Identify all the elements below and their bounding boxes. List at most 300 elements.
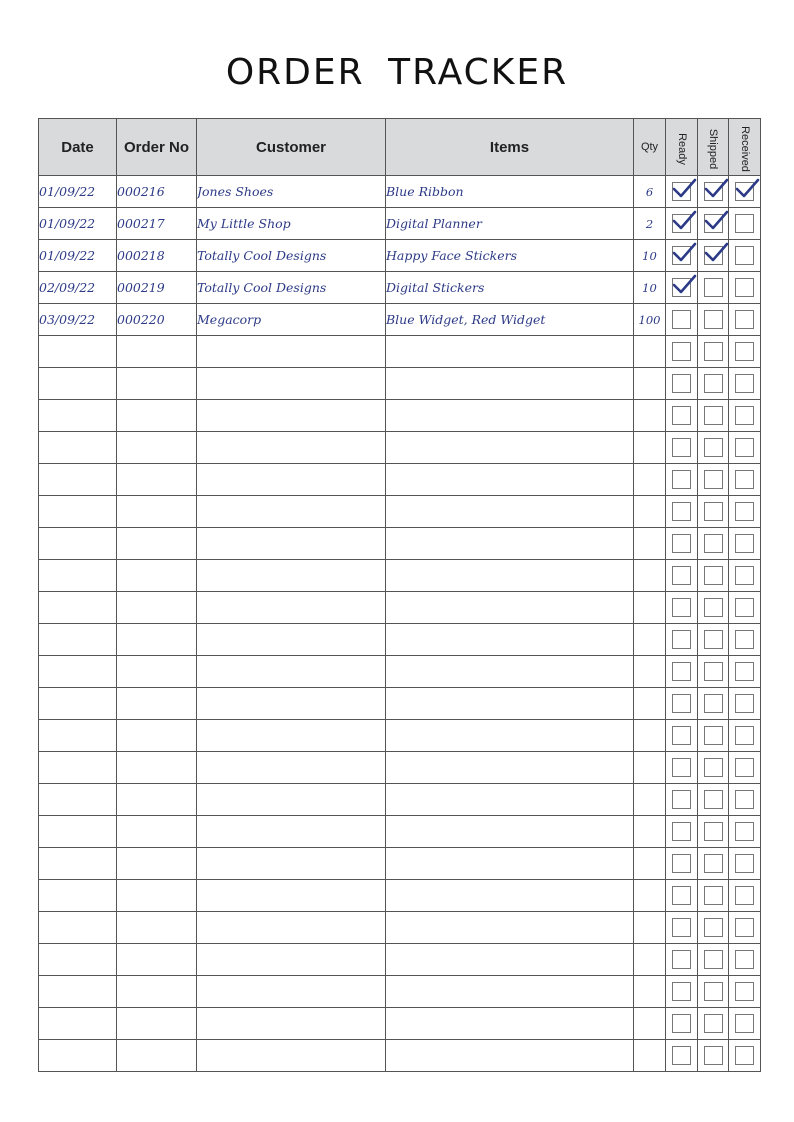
received-cell	[729, 272, 761, 304]
ready-checkbox[interactable]	[672, 342, 691, 361]
order-no-cell[interactable]: 000219	[117, 272, 197, 304]
customer-cell[interactable]	[197, 752, 386, 784]
ready-checkbox[interactable]	[672, 726, 691, 745]
qty-header: Qty	[634, 119, 666, 176]
received-cell	[729, 304, 761, 336]
ready-checkbox[interactable]	[672, 246, 691, 265]
date-cell[interactable]: 01/09/22	[39, 240, 117, 272]
customer-cell[interactable]	[197, 848, 386, 880]
qty-cell[interactable]	[634, 976, 666, 1008]
ready-checkbox[interactable]	[672, 470, 691, 489]
order-no-cell[interactable]	[117, 912, 197, 944]
items-cell[interactable]: Digital Stickers	[386, 272, 634, 304]
order-no-cell[interactable]	[117, 400, 197, 432]
shipped-checkbox[interactable]	[704, 342, 723, 361]
customer-cell[interactable]	[197, 944, 386, 976]
items-cell[interactable]	[386, 688, 634, 720]
ready-checkbox[interactable]	[672, 598, 691, 617]
customer-cell[interactable]	[197, 688, 386, 720]
ready-cell	[666, 752, 698, 784]
received-checkbox[interactable]	[735, 950, 754, 969]
ready-checkbox[interactable]	[672, 918, 691, 937]
shipped-cell	[698, 816, 729, 848]
date-cell[interactable]	[39, 720, 117, 752]
customer-cell[interactable]	[197, 816, 386, 848]
ready-cell	[666, 816, 698, 848]
date-cell[interactable]	[39, 784, 117, 816]
ready-checkbox[interactable]	[672, 406, 691, 425]
customer-cell[interactable]	[197, 656, 386, 688]
qty-cell[interactable]	[634, 624, 666, 656]
shipped-checkbox[interactable]	[704, 534, 723, 553]
received-checkbox[interactable]	[735, 342, 754, 361]
customer-cell[interactable]: Totally Cool Designs	[197, 272, 386, 304]
qty-cell[interactable]	[634, 496, 666, 528]
order-no-cell[interactable]: 000218	[117, 240, 197, 272]
items-cell[interactable]: Happy Face Stickers	[386, 240, 634, 272]
ready-cell	[666, 208, 698, 240]
customer-cell[interactable]: My Little Shop	[197, 208, 386, 240]
received-checkbox[interactable]	[735, 598, 754, 617]
ready-checkbox[interactable]	[672, 950, 691, 969]
shipped-cell	[698, 848, 729, 880]
qty-cell[interactable]	[634, 816, 666, 848]
received-checkbox[interactable]	[735, 918, 754, 937]
ready-cell	[666, 976, 698, 1008]
qty-cell[interactable]	[634, 688, 666, 720]
date-header: Date	[39, 119, 117, 176]
qty-cell[interactable]	[634, 848, 666, 880]
order-no-cell[interactable]	[117, 720, 197, 752]
customer-cell[interactable]	[197, 528, 386, 560]
shipped-cell	[698, 400, 729, 432]
qty-cell[interactable]	[634, 560, 666, 592]
order-no-cell[interactable]	[117, 1008, 197, 1040]
shipped-cell	[698, 432, 729, 464]
received-checkbox[interactable]	[735, 662, 754, 681]
ready-checkbox[interactable]	[672, 278, 691, 297]
received-checkbox[interactable]	[735, 1014, 754, 1033]
order-no-cell[interactable]	[117, 528, 197, 560]
order-no-cell[interactable]	[117, 656, 197, 688]
order-no-cell[interactable]	[117, 432, 197, 464]
ready-header	[666, 119, 698, 176]
items-cell[interactable]	[386, 880, 634, 912]
shipped-cell	[698, 592, 729, 624]
shipped-cell	[698, 272, 729, 304]
received-checkbox[interactable]	[735, 790, 754, 809]
customer-cell[interactable]: Jones Shoes	[197, 176, 386, 208]
ready-cell	[666, 1040, 698, 1072]
received-cell	[729, 336, 761, 368]
qty-cell[interactable]	[634, 720, 666, 752]
date-cell[interactable]	[39, 592, 117, 624]
empty-table-row	[39, 336, 761, 368]
shipped-cell	[698, 176, 729, 208]
customer-cell[interactable]	[197, 912, 386, 944]
empty-table-row	[39, 400, 761, 432]
received-checkbox[interactable]	[735, 982, 754, 1001]
ready-cell	[666, 400, 698, 432]
shipped-checkbox[interactable]	[704, 886, 723, 905]
order-no-cell[interactable]	[117, 976, 197, 1008]
received-cell	[729, 624, 761, 656]
order-no-cell[interactable]	[117, 816, 197, 848]
shipped-checkbox[interactable]	[704, 822, 723, 841]
received-checkbox[interactable]	[735, 182, 754, 201]
order-no-cell[interactable]	[117, 880, 197, 912]
date-cell[interactable]	[39, 528, 117, 560]
received-checkbox[interactable]	[735, 566, 754, 585]
date-cell[interactable]	[39, 368, 117, 400]
customer-cell[interactable]: Totally Cool Designs	[197, 240, 386, 272]
date-cell[interactable]: 01/09/22	[39, 176, 117, 208]
items-cell[interactable]	[386, 816, 634, 848]
date-cell[interactable]	[39, 336, 117, 368]
items-cell[interactable]	[386, 624, 634, 656]
date-cell[interactable]	[39, 464, 117, 496]
qty-cell[interactable]	[634, 944, 666, 976]
shipped-cell	[698, 688, 729, 720]
ready-checkbox[interactable]	[672, 1046, 691, 1065]
qty-cell[interactable]	[634, 1008, 666, 1040]
shipped-header-label: Shipped	[707, 128, 719, 170]
date-cell[interactable]	[39, 688, 117, 720]
shipped-checkbox[interactable]	[704, 950, 723, 969]
customer-cell[interactable]	[197, 464, 386, 496]
items-cell[interactable]	[386, 912, 634, 944]
items-cell[interactable]	[386, 1008, 634, 1040]
ready-checkbox[interactable]	[672, 822, 691, 841]
received-checkbox[interactable]	[735, 470, 754, 489]
received-checkbox[interactable]	[735, 1046, 754, 1065]
table-row	[39, 176, 761, 208]
empty-table-row	[39, 784, 761, 816]
shipped-checkbox[interactable]	[704, 502, 723, 521]
items-cell[interactable]	[386, 496, 634, 528]
order-no-cell[interactable]	[117, 592, 197, 624]
date-cell[interactable]	[39, 848, 117, 880]
qty-cell[interactable]	[634, 464, 666, 496]
received-cell	[729, 720, 761, 752]
shipped-checkbox[interactable]	[704, 278, 723, 297]
received-cell	[729, 944, 761, 976]
received-cell	[729, 784, 761, 816]
order-no-cell[interactable]	[117, 464, 197, 496]
date-cell[interactable]: 02/09/22	[39, 272, 117, 304]
order-no-cell[interactable]: 000216	[117, 176, 197, 208]
ready-cell	[666, 464, 698, 496]
order-no-cell[interactable]	[117, 848, 197, 880]
ready-checkbox[interactable]	[672, 694, 691, 713]
customer-cell[interactable]	[197, 368, 386, 400]
ready-checkbox[interactable]	[672, 662, 691, 681]
items-cell[interactable]	[386, 336, 634, 368]
date-cell[interactable]	[39, 816, 117, 848]
shipped-cell	[698, 720, 729, 752]
customer-cell[interactable]	[197, 784, 386, 816]
empty-table-row	[39, 816, 761, 848]
order-no-cell[interactable]	[117, 784, 197, 816]
order-no-cell[interactable]	[117, 752, 197, 784]
customer-cell[interactable]	[197, 496, 386, 528]
qty-cell[interactable]	[634, 528, 666, 560]
date-cell[interactable]	[39, 944, 117, 976]
customer-cell[interactable]	[197, 400, 386, 432]
ready-checkbox[interactable]	[672, 534, 691, 553]
date-cell[interactable]	[39, 1008, 117, 1040]
received-cell	[729, 560, 761, 592]
ready-cell	[666, 304, 698, 336]
customer-cell[interactable]	[197, 880, 386, 912]
items-cell[interactable]	[386, 944, 634, 976]
received-checkbox[interactable]	[735, 694, 754, 713]
qty-cell[interactable]	[634, 912, 666, 944]
ready-checkbox[interactable]	[672, 310, 691, 329]
shipped-checkbox[interactable]	[704, 1046, 723, 1065]
shipped-checkbox[interactable]	[704, 694, 723, 713]
date-cell[interactable]	[39, 624, 117, 656]
qty-cell[interactable]	[634, 592, 666, 624]
ready-checkbox[interactable]	[672, 630, 691, 649]
items-cell[interactable]: Digital Planner	[386, 208, 634, 240]
ready-cell	[666, 528, 698, 560]
shipped-checkbox[interactable]	[704, 598, 723, 617]
items-cell[interactable]	[386, 848, 634, 880]
empty-table-row	[39, 624, 761, 656]
received-header-label: Received	[738, 126, 751, 172]
shipped-cell	[698, 368, 729, 400]
items-cell[interactable]	[386, 720, 634, 752]
shipped-checkbox[interactable]	[704, 310, 723, 329]
ready-cell	[666, 592, 698, 624]
ready-cell	[666, 272, 698, 304]
date-cell[interactable]	[39, 560, 117, 592]
customer-cell[interactable]	[197, 336, 386, 368]
ready-checkbox[interactable]	[672, 374, 691, 393]
order-no-cell[interactable]: 000220	[117, 304, 197, 336]
customer-cell[interactable]	[197, 624, 386, 656]
date-cell[interactable]: 03/09/22	[39, 304, 117, 336]
date-cell[interactable]	[39, 752, 117, 784]
customer-cell[interactable]	[197, 720, 386, 752]
items-cell[interactable]	[386, 464, 634, 496]
shipped-cell	[698, 304, 729, 336]
ready-checkbox[interactable]	[672, 502, 691, 521]
empty-table-row	[39, 976, 761, 1008]
empty-table-row	[39, 656, 761, 688]
received-checkbox[interactable]	[735, 758, 754, 777]
empty-table-row	[39, 720, 761, 752]
shipped-cell	[698, 752, 729, 784]
customer-cell[interactable]	[197, 976, 386, 1008]
received-header	[729, 119, 761, 176]
received-checkbox[interactable]	[735, 502, 754, 521]
items-cell[interactable]	[386, 432, 634, 464]
order-no-cell[interactable]	[117, 944, 197, 976]
shipped-cell	[698, 912, 729, 944]
customer-cell[interactable]	[197, 432, 386, 464]
date-cell[interactable]	[39, 976, 117, 1008]
shipped-cell	[698, 464, 729, 496]
order-no-cell[interactable]	[117, 688, 197, 720]
shipped-cell	[698, 560, 729, 592]
items-cell[interactable]: Blue Ribbon	[386, 176, 634, 208]
shipped-checkbox[interactable]	[704, 470, 723, 489]
received-checkbox[interactable]	[735, 854, 754, 873]
date-cell[interactable]	[39, 880, 117, 912]
date-cell[interactable]	[39, 400, 117, 432]
ready-cell	[666, 176, 698, 208]
order-no-cell[interactable]	[117, 560, 197, 592]
shipped-cell	[698, 624, 729, 656]
received-checkbox[interactable]	[735, 822, 754, 841]
ready-checkbox[interactable]	[672, 758, 691, 777]
ready-cell	[666, 912, 698, 944]
items-cell[interactable]	[386, 368, 634, 400]
items-cell[interactable]	[386, 528, 634, 560]
ready-checkbox[interactable]	[672, 790, 691, 809]
ready-checkbox[interactable]	[672, 182, 691, 201]
received-checkbox[interactable]	[735, 630, 754, 649]
date-cell[interactable]: 01/09/22	[39, 208, 117, 240]
shipped-checkbox[interactable]	[704, 982, 723, 1001]
received-checkbox[interactable]	[735, 886, 754, 905]
customer-cell[interactable]	[197, 1008, 386, 1040]
received-cell	[729, 240, 761, 272]
shipped-checkbox[interactable]	[704, 438, 723, 457]
order-no-cell[interactable]	[117, 1040, 197, 1072]
customer-cell[interactable]	[197, 560, 386, 592]
empty-table-row	[39, 944, 761, 976]
customer-cell[interactable]	[197, 1040, 386, 1072]
shipped-checkbox[interactable]	[704, 374, 723, 393]
customer-cell[interactable]: Megacorp	[197, 304, 386, 336]
shipped-checkbox[interactable]	[704, 1014, 723, 1033]
qty-cell[interactable]: 6	[634, 176, 666, 208]
items-cell[interactable]	[386, 784, 634, 816]
received-checkbox[interactable]	[735, 726, 754, 745]
ready-checkbox[interactable]	[672, 214, 691, 233]
order-no-cell[interactable]	[117, 368, 197, 400]
received-cell	[729, 176, 761, 208]
table-body	[39, 176, 761, 1072]
shipped-checkbox[interactable]	[704, 662, 723, 681]
items-cell[interactable]	[386, 1040, 634, 1072]
received-checkbox[interactable]	[735, 438, 754, 457]
empty-table-row	[39, 848, 761, 880]
items-cell[interactable]	[386, 656, 634, 688]
checkmark-icon	[671, 177, 697, 201]
received-checkbox[interactable]	[735, 406, 754, 425]
shipped-checkbox[interactable]	[704, 214, 723, 233]
qty-cell[interactable]: 2	[634, 208, 666, 240]
shipped-checkbox[interactable]	[704, 246, 723, 265]
received-checkbox[interactable]	[735, 214, 754, 233]
ready-checkbox[interactable]	[672, 854, 691, 873]
date-cell[interactable]	[39, 432, 117, 464]
ready-checkbox[interactable]	[672, 438, 691, 457]
ready-cell	[666, 432, 698, 464]
empty-table-row	[39, 912, 761, 944]
ready-checkbox[interactable]	[672, 886, 691, 905]
qty-cell[interactable]: 10	[634, 240, 666, 272]
customer-cell[interactable]	[197, 592, 386, 624]
qty-cell[interactable]	[634, 432, 666, 464]
checkmark-icon	[703, 177, 729, 201]
qty-cell[interactable]	[634, 880, 666, 912]
items-cell[interactable]	[386, 560, 634, 592]
shipped-cell	[698, 240, 729, 272]
items-cell[interactable]	[386, 976, 634, 1008]
qty-cell[interactable]	[634, 784, 666, 816]
received-checkbox[interactable]	[735, 534, 754, 553]
qty-cell[interactable]	[634, 656, 666, 688]
received-checkbox[interactable]	[735, 310, 754, 329]
received-cell	[729, 912, 761, 944]
shipped-checkbox[interactable]	[704, 182, 723, 201]
ready-checkbox[interactable]	[672, 566, 691, 585]
qty-cell[interactable]: 100	[634, 304, 666, 336]
items-cell[interactable]	[386, 752, 634, 784]
order-tracker-table	[38, 118, 761, 1072]
order-no-cell[interactable]	[117, 336, 197, 368]
table-row	[39, 240, 761, 272]
qty-cell[interactable]: 10	[634, 272, 666, 304]
date-cell[interactable]	[39, 496, 117, 528]
qty-cell[interactable]	[634, 400, 666, 432]
shipped-checkbox[interactable]	[704, 758, 723, 777]
received-cell	[729, 752, 761, 784]
order-no-cell[interactable]: 000217	[117, 208, 197, 240]
received-cell	[729, 688, 761, 720]
empty-table-row	[39, 1040, 761, 1072]
received-checkbox[interactable]	[735, 278, 754, 297]
ready-cell	[666, 240, 698, 272]
shipped-checkbox[interactable]	[704, 790, 723, 809]
qty-cell[interactable]	[634, 368, 666, 400]
empty-table-row	[39, 368, 761, 400]
received-checkbox[interactable]	[735, 246, 754, 265]
ready-checkbox[interactable]	[672, 982, 691, 1001]
shipped-cell	[698, 496, 729, 528]
received-cell	[729, 208, 761, 240]
checkmark-icon	[703, 209, 729, 233]
shipped-checkbox[interactable]	[704, 566, 723, 585]
qty-cell[interactable]	[634, 1040, 666, 1072]
order-no-cell[interactable]	[117, 496, 197, 528]
shipped-checkbox[interactable]	[704, 406, 723, 425]
shipped-checkbox[interactable]	[704, 726, 723, 745]
qty-cell[interactable]	[634, 752, 666, 784]
items-cell[interactable]	[386, 400, 634, 432]
date-cell[interactable]	[39, 656, 117, 688]
ready-checkbox[interactable]	[672, 1014, 691, 1033]
order-no-cell[interactable]	[117, 624, 197, 656]
shipped-checkbox[interactable]	[704, 630, 723, 649]
qty-cell[interactable]	[634, 336, 666, 368]
items-cell[interactable]	[386, 592, 634, 624]
received-cell	[729, 656, 761, 688]
shipped-cell	[698, 976, 729, 1008]
received-checkbox[interactable]	[735, 374, 754, 393]
shipped-checkbox[interactable]	[704, 918, 723, 937]
shipped-checkbox[interactable]	[704, 854, 723, 873]
date-cell[interactable]	[39, 912, 117, 944]
date-cell[interactable]	[39, 1040, 117, 1072]
received-cell	[729, 976, 761, 1008]
items-cell[interactable]: Blue Widget, Red Widget	[386, 304, 634, 336]
